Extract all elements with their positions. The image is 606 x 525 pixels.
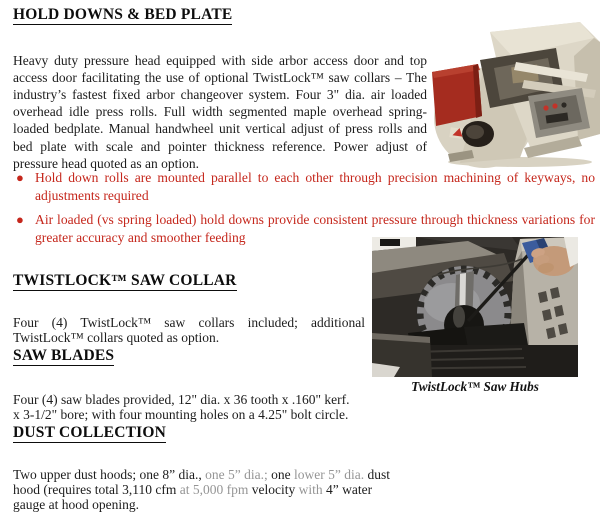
dust-text-segment: with — [298, 481, 326, 497]
section-heading-twistlock-saw-collar — [13, 272, 237, 290]
bullet-text: Air loaded (vs spring loaded) hold downs provide consistent pressure through thickness variations for greater accuracy and smoother feeding — [35, 212, 595, 245]
bullet-dot-icon: ● — [16, 212, 24, 227]
section-heading-saw-blades-text: SAW BLADES — [13, 347, 115, 364]
dust-text-segment: 4” water gauge at hood opening. — [13, 481, 373, 513]
paragraph-dust-collection — [13, 467, 405, 513]
section-heading-hold-downs-text: HOLD DOWNS & BED PLATE — [13, 6, 233, 23]
dust-text-segment: Two upper dust hoods; one 8” dia., — [13, 466, 206, 482]
saw-hubs-photo — [372, 237, 578, 377]
dust-text-segment: at 5,000 fpm — [179, 481, 252, 497]
dust-text-segment: dust hood (requires total 3,110 cfm — [13, 466, 391, 497]
paragraph-saw-collar: Four (4) TwistLock™ saw collars included; additional TwistLock™ collars quoted as option. — [13, 314, 365, 345]
saw-blades-line: x 3-1/2" bore; with four mounting holes on a 4.25" bolt circle. — [13, 406, 349, 422]
dust-text-segment: lower 5” dia. — [294, 466, 368, 482]
bullet-text: Hold down rolls are mounted parallel to each other through precision machining of keyways, no adjustments required — [35, 170, 595, 203]
section-heading-dust-collection — [13, 424, 166, 442]
machine-photo-illustration — [428, 16, 602, 168]
dust-text-segment: one — [271, 466, 295, 482]
saw-hubs-photo-illustration — [372, 237, 578, 377]
machine-photo — [428, 16, 602, 168]
paragraph-hold-downs: Heavy duty pressure head equipped with side arbor access door and top access door facilitating the use of optional TwistLock™ saw collars – The industry’s fastest fixed arbor changeover system. Four 3" dia. air loaded overhead idle press rolls. Full width segmented maple overhead spring-loaded bedplate. Manual handwheel unit vertical adjust of press rolls and bed plate with scale and pointer thickness reference. Power adjust of pressure head quoted as an option. — [13, 52, 427, 171]
bullet-dot-icon: ● — [16, 170, 24, 185]
dust-text-segment: velocity — [251, 481, 299, 497]
section-heading-dust-collection-text: DUST COLLECTION — [13, 424, 167, 441]
photo-caption: TwistLock™ Saw Hubs — [411, 379, 539, 394]
bullet-item — [13, 169, 595, 205]
paragraph-saw-blades — [13, 392, 385, 423]
section-heading-hold-downs — [13, 6, 232, 24]
section-heading-saw-blades — [13, 347, 114, 365]
section-heading-twistlock-saw-collar-text: TWISTLOCK™ SAW COLLAR — [13, 272, 237, 289]
dust-text-segment: one 5” dia.; — [205, 466, 272, 482]
saw-blades-line: Four (4) saw blades provided, 12" dia. x 36 tooth x .160" kerf. — [13, 391, 350, 407]
